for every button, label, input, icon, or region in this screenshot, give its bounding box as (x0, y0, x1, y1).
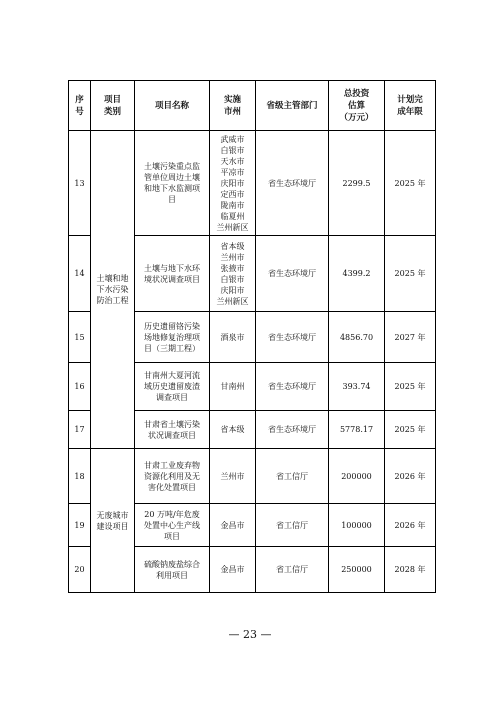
cell-name: 甘肃省土壤污染 状况调查项目 (135, 411, 210, 449)
cell-region: 省本级 (210, 411, 256, 449)
header-category: 项目 类别 (91, 81, 135, 131)
cell-category: 无废城市 建设项目 (91, 449, 135, 593)
cell-region: 酒泉市 (210, 312, 256, 363)
cell-investment: 100000 (329, 504, 385, 547)
cell-no: 16 (69, 363, 91, 411)
cell-no: 20 (69, 547, 91, 593)
cell-year: 2025 年 (385, 363, 436, 411)
project-table (68, 80, 436, 593)
cell-no: 18 (69, 449, 91, 504)
cell-dept: 省工信厅 (256, 504, 329, 547)
cell-name: 硫酸钠废盐综合 利用项目 (135, 547, 210, 593)
header-no: 序 号 (69, 81, 91, 131)
cell-dept: 省生态环境厅 (256, 312, 329, 363)
cell-region: 甘南州 (210, 363, 256, 411)
cell-region: 金昌市 (210, 547, 256, 593)
cell-name: 土壤污染重点监 管单位周边土壤 和地下水监测项 目 (135, 131, 210, 236)
cell-year: 2025 年 (385, 131, 436, 236)
cell-dept: 省生态环境厅 (256, 363, 329, 411)
cell-investment: 4399.2 (329, 236, 385, 312)
cell-name: 土壤与地下水环 境状况调查项目 (135, 236, 210, 312)
cell-region: 兰州市 (210, 449, 256, 504)
table-row (69, 449, 436, 504)
cell-region: 省本级 兰州市 张掖市 白银市 庆阳市 兰州新区 (210, 236, 256, 312)
cell-year: 2028 年 (385, 547, 436, 593)
cell-investment: 5778.17 (329, 411, 385, 449)
cell-investment: 200000 (329, 449, 385, 504)
cell-investment: 393.74 (329, 363, 385, 411)
table-row (69, 131, 436, 236)
cell-dept: 省生态环境厅 (256, 236, 329, 312)
page-number: — 23 — (228, 628, 272, 641)
cell-dept: 省工信厅 (256, 547, 329, 593)
cell-dept: 省生态环境厅 (256, 131, 329, 236)
cell-no: 17 (69, 411, 91, 449)
cell-no: 19 (69, 504, 91, 547)
cell-investment: 2299.5 (329, 131, 385, 236)
cell-region: 金昌市 (210, 504, 256, 547)
cell-no: 14 (69, 236, 91, 312)
cell-name: 甘肃工业废弃物 资源化利用及无 害化处置项目 (135, 449, 210, 504)
header-row (69, 81, 436, 131)
cell-dept: 省生态环境厅 (256, 411, 329, 449)
cell-year: 2026 年 (385, 449, 436, 504)
header-dept: 省级主管部门 (256, 81, 329, 131)
cell-region: 武威市 白银市 天水市 平凉市 庆阳市 定西市 陇南市 临夏州 兰州新区 (210, 131, 256, 236)
cell-category: 土壤和地 下水污染 防治工程 (91, 131, 135, 449)
cell-year: 2026 年 (385, 504, 436, 547)
header-name: 项目名称 (135, 81, 210, 131)
cell-year: 2025 年 (385, 236, 436, 312)
header-year: 计划完 成年限 (385, 81, 436, 131)
cell-year: 2025 年 (385, 411, 436, 449)
header-region: 实施 市州 (210, 81, 256, 131)
cell-no: 13 (69, 131, 91, 236)
cell-investment: 4856.70 (329, 312, 385, 363)
cell-year: 2027 年 (385, 312, 436, 363)
cell-name: 历史遗留铬污染 场地修复治理项 目（三期工程） (135, 312, 210, 363)
cell-name: 20 万吨/年危废 处置中心生产线 项目 (135, 504, 210, 547)
cell-dept: 省工信厅 (256, 449, 329, 504)
cell-investment: 250000 (329, 547, 385, 593)
cell-no: 15 (69, 312, 91, 363)
cell-name: 甘南州大夏河流 域历史遗留废渣 调查项目 (135, 363, 210, 411)
header-investment: 总投资 估算 （万元） (329, 81, 385, 131)
